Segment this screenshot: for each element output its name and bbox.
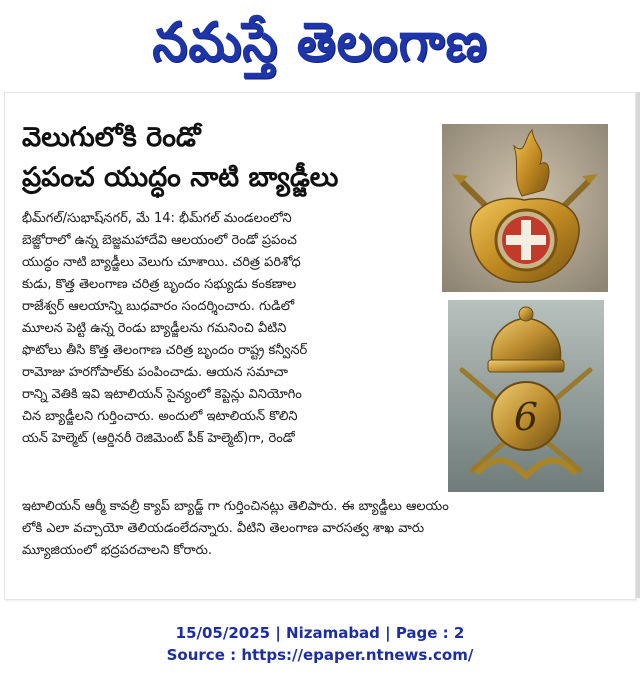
body-line: మ్యూజియంలో భద్రపరచాలని కోరారు. [22, 543, 212, 558]
headline-line-1: వెలుగులోకి రెండో [22, 122, 201, 153]
article-body-full [22, 496, 612, 562]
newspaper-logo: నమస్తే తెలంగాణ [152, 10, 488, 74]
badge-number: 6 [513, 395, 539, 439]
body-line: చిన బ్యాడ్జీలని గుర్తించారు. అందులో ఇటాలియన్ కొలిని [22, 409, 298, 424]
cavalry-badge-photo [448, 300, 604, 492]
body-line: లోకి ఎలా వచ్చాయో తెలియడంలేదన్నారు. వీటిని తెలంగాణ వారసత్వ శాఖ వారు [22, 521, 425, 536]
body-line: రాజేశ్వర్ ఆలయాన్ని బుధవారం సందర్శించారు. గుడిలో [22, 299, 295, 314]
masthead [0, 6, 640, 78]
article-body-narrow [22, 208, 438, 450]
body-line: భీమ్‌గల్/సుభాష్‌నగర్, మే 14: భీమ్‌గల్ మండలంలోని [22, 211, 292, 226]
article-headline [22, 118, 422, 198]
source-link[interactable]: Source : https://epaper.ntnews.com/ [166, 646, 474, 664]
body-line: మూలన పెట్టి ఉన్న రెండు బ్యాడ్జీలను గమనించి వీటిని [22, 321, 287, 336]
body-line: కుడు, కొత్త తెలంగాణ చరిత్ర బృందం సభ్యుడు కంకణాల [22, 277, 297, 292]
body-line: యన్ హెల్మెట్ (ఆర్డినరీ రెజిమెంట్ పీక్ హెల్మెట్)గా, రెండో [22, 431, 295, 446]
helmet-badge-photo [442, 124, 608, 292]
body-line: రామోజు హరగోపాల్‌కు పంపించాడు. ఆయన సమాచా [22, 365, 288, 380]
crown-badge-image [448, 300, 604, 492]
scrollbar[interactable] [636, 92, 640, 598]
body-line: ఫొటోలు తీసి కొత్త తెలంగాణ చరిత్ర బృందం రాష్ట్ర కన్వీనర్ [22, 343, 308, 358]
body-line: రాన్ని వెతికి ఇవి ఇటాలియన్ సైన్యంలో కెప్టెన్లు వినియోగిం [22, 387, 302, 402]
edition-info: 15/05/2025 | Nizamabad | Page : 2 [175, 624, 465, 642]
body-line: ఇటాలియన్ ఆర్మీ కావల్రీ క్యాప్ బ్యాడ్జ్ గా గుర్తించినట్లు తెలిపారు. ఈ బ్యాడ్జీలు ఆలయం [22, 499, 449, 514]
headline-line-2: ప్రపంచ యుద్ధం నాటి బ్యాడ్జీలు [22, 162, 339, 193]
grenade-badge-image [442, 124, 608, 292]
body-line: బెజ్జోరాలో ఉన్న బెజ్జమహాదేవి ఆలయంలో రెండో ప్రపంచ [22, 233, 297, 248]
body-line: యుద్ధం నాటి బ్యాడ్జీలు వెలుగు చూశాయి. చరిత్ర పరిశోధ [22, 255, 301, 270]
